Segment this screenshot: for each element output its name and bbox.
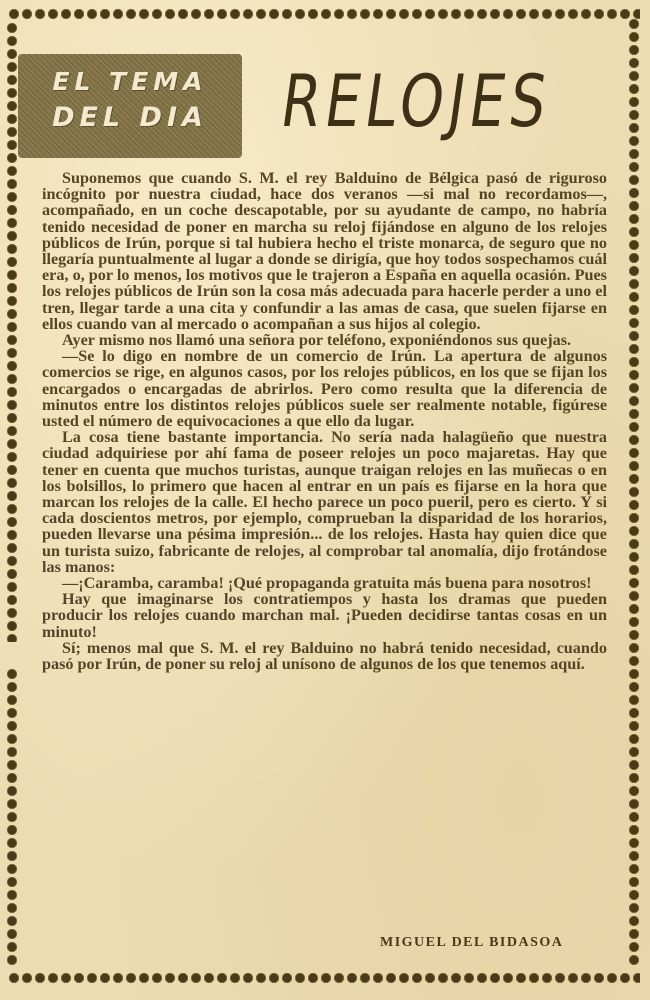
paragraph-2: Ayer mismo nos llamó una señora por teléfono, exponiéndonos sus quejas. bbox=[62, 331, 572, 350]
dotted-border-top bbox=[8, 8, 640, 20]
dotted-border-right bbox=[628, 18, 640, 968]
article-body bbox=[42, 170, 607, 672]
article-headline: RELOJES bbox=[276, 59, 557, 143]
dotted-border-left-lower bbox=[6, 668, 18, 966]
section-tag-line-2: DEL DIA bbox=[52, 102, 208, 133]
paragraph-7: Sí; menos mal que S. M. el rey Balduino no habrá tenido necesidad, cuando pasó por Irún, de poner su reloj al unísono de algunos de los que tenemos aquí. bbox=[42, 638, 607, 674]
paragraph-5: —¡Caramba, caramba! ¡Qué propaganda gratuita más buena para nosotros! bbox=[62, 574, 592, 593]
paragraph-6: Hay que imaginarse los contratiempos y hasta los dramas que pueden producir los relojes cuando marchan mal. ¡Pueden decidirse tantas cosas en un minuto! bbox=[42, 590, 607, 641]
paragraph-3: —Se lo digo en nombre de un comercio de Irún. La apertura de algunos comercios se rige, en algunos casos, por los relojes públicos, en los que se fijan los encargados o encargadas de abrirlos. Pero como resulta que la diferencia de minutos entre los distintos relojes públicos suele ser realmente notable, figúrese usted el número de equivocaciones a que ello da lugar. bbox=[42, 347, 607, 431]
dotted-border-left-upper bbox=[6, 22, 18, 642]
section-tag-box bbox=[18, 54, 242, 158]
paragraph-1: Suponemos que cuando S. M. el rey Balduino de Bélgica pasó de riguroso incógnito por nuestra ciudad, hace dos veranos —si mal no recordamos—, acompañado, en un coche descapotable, por su ayudante de campo, no habría tenido necesidad de poner en marcha su reloj fijándose en alguno de los relojes públicos de Irún, porque si tal hubiera hecho el triste monarca, de seguro que no llegaría puntualmente al lugar a donde se dirigía, que hoy todos sospechamos cuál era, o, por lo menos, los motivos que le trajeron a España en aquella ocasión. Pues los relojes públicos de Irún son la cosa más adecuada para hacerle perder a uno el tren, llegar tarde a una cita y confundir a las amas de casa, que suelen fijarse en ellos cuando van al mercado o acompañan a sus hijos al colegio. bbox=[42, 169, 607, 333]
author-byline: MIGUEL DEL BIDASOA bbox=[380, 935, 564, 950]
section-tag-line-1: EL TEMA bbox=[52, 67, 208, 96]
paragraph-4: La cosa tiene bastante importancia. No sería nada halagüeño que nuestra ciudad adquiriese por ahí fama de poseer relojes un poco majaretas. Hay que tener en cuenta que muchos turistas, aunque traigan relojes en las muñecas o en los bolsillos, lo primero que hacen al entrar en un país es fijarse en la hora que marcan los relojes de la calle. El hecho parece un poco pueril, pero es cierto. Y si cada doscientos metros, por ejemplo, comprueban la disparidad de los horarios, pueden llevarse una pésima impresión... de los relojes. Hasta hay quien dice que un turista suizo, fabricante de relojes, al comprobar tal anomalía, dijo frotándose las manos: bbox=[42, 428, 607, 576]
dotted-border-bottom bbox=[8, 972, 640, 984]
